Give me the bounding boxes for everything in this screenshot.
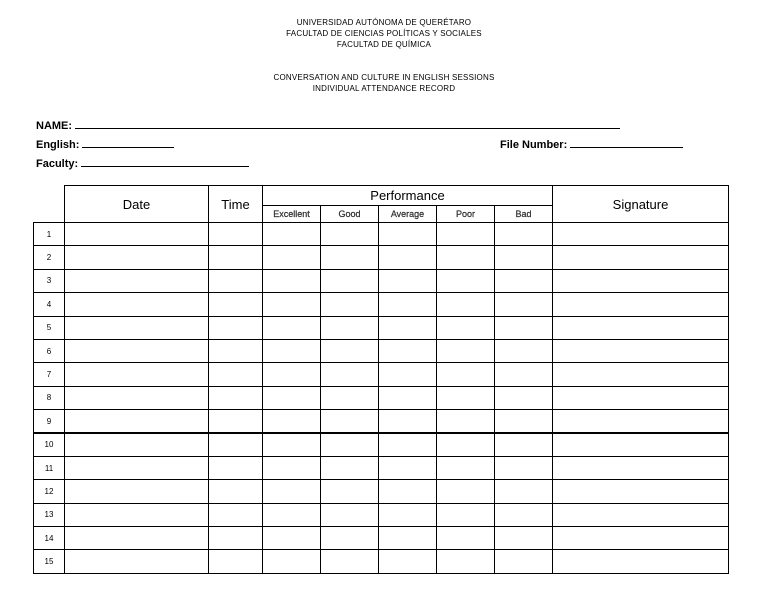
- average-cell[interactable]: [379, 293, 437, 316]
- attendance-table: [33, 185, 729, 574]
- file-number-field: [500, 137, 683, 151]
- average-cell[interactable]: [379, 363, 437, 386]
- good-cell[interactable]: [321, 433, 379, 456]
- table-row: [34, 246, 729, 269]
- excellent-cell[interactable]: [263, 339, 321, 362]
- english-label: English:: [36, 139, 80, 151]
- average-cell[interactable]: [379, 550, 437, 573]
- bad-cell[interactable]: [495, 503, 553, 526]
- bad-cell[interactable]: [495, 316, 553, 339]
- excellent-cell[interactable]: [263, 480, 321, 503]
- average-cell[interactable]: [379, 246, 437, 269]
- signature-cell[interactable]: [553, 503, 729, 526]
- date-cell[interactable]: [65, 386, 209, 409]
- performance-excellent-header: Excellent: [263, 206, 321, 223]
- signature-column-header: Signature: [553, 186, 729, 223]
- good-cell[interactable]: [321, 480, 379, 503]
- time-cell[interactable]: [209, 410, 263, 433]
- signature-cell[interactable]: [553, 480, 729, 503]
- time-cell[interactable]: [209, 456, 263, 479]
- date-cell[interactable]: [65, 480, 209, 503]
- excellent-cell[interactable]: [263, 246, 321, 269]
- signature-cell[interactable]: [553, 550, 729, 573]
- faculty-label: Faculty:: [36, 158, 79, 170]
- table-row: [34, 410, 729, 433]
- faculty-field: [36, 156, 249, 170]
- signature-cell[interactable]: [553, 456, 729, 479]
- poor-cell[interactable]: [437, 456, 495, 479]
- excellent-cell[interactable]: [263, 269, 321, 292]
- bad-cell[interactable]: [495, 410, 553, 433]
- excellent-cell[interactable]: [263, 503, 321, 526]
- date-cell[interactable]: [65, 363, 209, 386]
- date-cell[interactable]: [65, 456, 209, 479]
- average-cell[interactable]: [379, 316, 437, 339]
- good-cell[interactable]: [321, 246, 379, 269]
- time-cell[interactable]: [209, 503, 263, 526]
- bad-cell[interactable]: [495, 269, 553, 292]
- table-row: [34, 480, 729, 503]
- signature-cell[interactable]: [553, 339, 729, 362]
- average-cell[interactable]: [379, 223, 437, 246]
- bad-cell[interactable]: [495, 456, 553, 479]
- excellent-cell[interactable]: [263, 527, 321, 550]
- poor-cell[interactable]: [437, 339, 495, 362]
- university-name: UNIVERSIDAD AUTÓNOMA DE QUERÉTARO: [296, 18, 472, 27]
- faculty-political-name: FACULTAD DE CIENCIAS POLÍTICAS Y SOCIALES: [286, 29, 482, 38]
- time-cell[interactable]: [209, 293, 263, 316]
- excellent-cell[interactable]: [263, 386, 321, 409]
- time-cell[interactable]: [209, 433, 263, 456]
- time-cell[interactable]: [209, 527, 263, 550]
- good-cell[interactable]: [321, 386, 379, 409]
- date-cell[interactable]: [65, 527, 209, 550]
- average-cell[interactable]: [379, 527, 437, 550]
- good-cell[interactable]: [321, 527, 379, 550]
- good-cell[interactable]: [321, 223, 379, 246]
- time-cell[interactable]: [209, 269, 263, 292]
- name-label: NAME:: [36, 120, 73, 132]
- document-title-block: [0, 72, 768, 94]
- signature-cell[interactable]: [553, 386, 729, 409]
- bad-cell[interactable]: [495, 433, 553, 456]
- bad-cell[interactable]: [495, 363, 553, 386]
- good-cell[interactable]: [321, 456, 379, 479]
- poor-cell[interactable]: [437, 503, 495, 526]
- bad-cell[interactable]: [495, 386, 553, 409]
- row-number: 14: [34, 527, 65, 550]
- time-cell[interactable]: [209, 480, 263, 503]
- table-row: [34, 339, 729, 362]
- name-blank-line[interactable]: [75, 118, 620, 129]
- row-number: 7: [34, 363, 65, 386]
- poor-cell[interactable]: [437, 550, 495, 573]
- bad-cell[interactable]: [495, 339, 553, 362]
- row-number: 13: [34, 503, 65, 526]
- row-number: 2: [34, 246, 65, 269]
- table-row: [34, 316, 729, 339]
- table-row: [34, 527, 729, 550]
- english-blank-line[interactable]: [82, 137, 174, 148]
- faculty-blank-line[interactable]: [81, 156, 249, 167]
- poor-cell[interactable]: [437, 480, 495, 503]
- date-column-header: Date: [65, 186, 209, 223]
- poor-cell[interactable]: [437, 316, 495, 339]
- poor-cell[interactable]: [437, 223, 495, 246]
- average-cell[interactable]: [379, 456, 437, 479]
- signature-cell[interactable]: [553, 246, 729, 269]
- date-cell[interactable]: [65, 223, 209, 246]
- time-cell[interactable]: [209, 386, 263, 409]
- excellent-cell[interactable]: [263, 410, 321, 433]
- date-cell[interactable]: [65, 550, 209, 573]
- good-cell[interactable]: [321, 316, 379, 339]
- average-cell[interactable]: [379, 269, 437, 292]
- date-cell[interactable]: [65, 433, 209, 456]
- excellent-cell[interactable]: [263, 293, 321, 316]
- poor-cell[interactable]: [437, 433, 495, 456]
- bad-cell[interactable]: [495, 527, 553, 550]
- name-field: [36, 118, 620, 132]
- date-cell[interactable]: [65, 246, 209, 269]
- performance-poor-header: Poor: [437, 206, 495, 223]
- table-row: [34, 269, 729, 292]
- excellent-cell[interactable]: [263, 316, 321, 339]
- excellent-cell[interactable]: [263, 550, 321, 573]
- row-number: 4: [34, 293, 65, 316]
- good-cell[interactable]: [321, 410, 379, 433]
- signature-cell[interactable]: [553, 410, 729, 433]
- time-cell[interactable]: [209, 339, 263, 362]
- institution-header: [0, 17, 768, 50]
- good-cell[interactable]: [321, 550, 379, 573]
- table-row: [34, 223, 729, 246]
- table-row: [34, 456, 729, 479]
- signature-cell[interactable]: [553, 527, 729, 550]
- record-title: INDIVIDUAL ATTENDANCE RECORD: [312, 84, 456, 93]
- time-cell[interactable]: [209, 246, 263, 269]
- row-number: 9: [34, 410, 65, 433]
- time-cell[interactable]: [209, 363, 263, 386]
- poor-cell[interactable]: [437, 410, 495, 433]
- table-row: [34, 433, 729, 456]
- average-cell[interactable]: [379, 433, 437, 456]
- poor-cell[interactable]: [437, 246, 495, 269]
- time-cell[interactable]: [209, 223, 263, 246]
- row-number: 11: [34, 456, 65, 479]
- performance-column-header: Performance: [263, 186, 553, 206]
- signature-cell[interactable]: [553, 269, 729, 292]
- date-cell[interactable]: [65, 269, 209, 292]
- table-row: [34, 503, 729, 526]
- bad-cell[interactable]: [495, 293, 553, 316]
- attendance-rows: [34, 223, 729, 574]
- good-cell[interactable]: [321, 503, 379, 526]
- date-cell[interactable]: [65, 503, 209, 526]
- row-number: 1: [34, 223, 65, 246]
- faculty-chemistry-name: FACULTAD DE QUÍMICA: [336, 40, 432, 49]
- table-row: [34, 363, 729, 386]
- row-number: 3: [34, 269, 65, 292]
- date-cell[interactable]: [65, 339, 209, 362]
- row-number: 8: [34, 386, 65, 409]
- performance-bad-header: Bad: [495, 206, 553, 223]
- signature-cell[interactable]: [553, 316, 729, 339]
- bad-cell[interactable]: [495, 550, 553, 573]
- table-row: [34, 293, 729, 316]
- signature-cell[interactable]: [553, 293, 729, 316]
- date-cell[interactable]: [65, 410, 209, 433]
- good-cell[interactable]: [321, 363, 379, 386]
- good-cell[interactable]: [321, 269, 379, 292]
- excellent-cell[interactable]: [263, 456, 321, 479]
- program-title: CONVERSATION AND CULTURE IN ENGLISH SESSIONS: [273, 73, 495, 82]
- bad-cell[interactable]: [495, 223, 553, 246]
- average-cell[interactable]: [379, 480, 437, 503]
- poor-cell[interactable]: [437, 363, 495, 386]
- signature-cell[interactable]: [553, 363, 729, 386]
- file-number-label: File Number:: [500, 139, 568, 151]
- poor-cell[interactable]: [437, 269, 495, 292]
- excellent-cell[interactable]: [263, 363, 321, 386]
- excellent-cell[interactable]: [263, 223, 321, 246]
- performance-average-header: Average: [379, 206, 437, 223]
- row-number: 12: [34, 480, 65, 503]
- signature-cell[interactable]: [553, 433, 729, 456]
- english-field: [36, 137, 174, 151]
- poor-cell[interactable]: [437, 386, 495, 409]
- bad-cell[interactable]: [495, 480, 553, 503]
- date-cell[interactable]: [65, 316, 209, 339]
- average-cell[interactable]: [379, 410, 437, 433]
- row-number: 5: [34, 316, 65, 339]
- excellent-cell[interactable]: [263, 433, 321, 456]
- date-cell[interactable]: [65, 293, 209, 316]
- performance-good-header: Good: [321, 206, 379, 223]
- bad-cell[interactable]: [495, 246, 553, 269]
- table-row: [34, 550, 729, 573]
- average-cell[interactable]: [379, 386, 437, 409]
- signature-cell[interactable]: [553, 223, 729, 246]
- row-number: 10: [34, 433, 65, 456]
- time-column-header: Time: [209, 186, 263, 223]
- average-cell[interactable]: [379, 503, 437, 526]
- table-row: [34, 386, 729, 409]
- row-number: 6: [34, 339, 65, 362]
- time-cell[interactable]: [209, 316, 263, 339]
- good-cell[interactable]: [321, 339, 379, 362]
- good-cell[interactable]: [321, 293, 379, 316]
- row-number: 15: [34, 550, 65, 573]
- time-cell[interactable]: [209, 550, 263, 573]
- average-cell[interactable]: [379, 339, 437, 362]
- poor-cell[interactable]: [437, 527, 495, 550]
- file-number-blank-line[interactable]: [570, 137, 683, 148]
- poor-cell[interactable]: [437, 293, 495, 316]
- row-number-header: [34, 186, 65, 223]
